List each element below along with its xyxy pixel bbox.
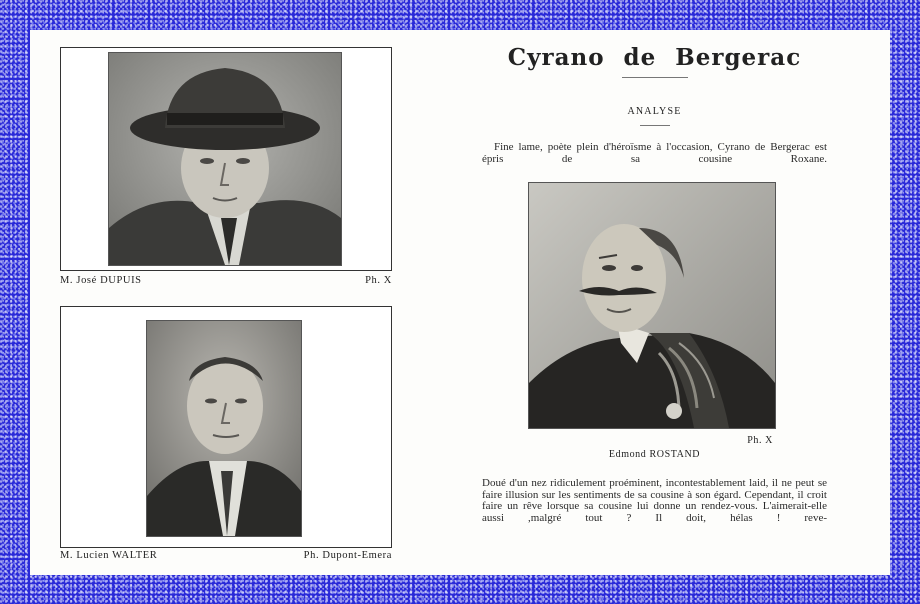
body-paragraph: Doué d'un nez ridiculement proéminent, incontestablement laid, il ne peut se faire illusion sur les sentiments de sa cousine à son égard. Cependant, il croit faire un rêve lorsque sa cousine lui donne un rendez-vous. L'aimerait-elle aussi ,malgré tout ? Il doit, hélas ! reve- bbox=[482, 477, 827, 524]
photo-lucien-walter bbox=[146, 320, 302, 537]
photo-jose-dupuis bbox=[108, 52, 342, 266]
portrait-caption: Edmond ROSTAND bbox=[608, 449, 701, 460]
title-rule bbox=[622, 77, 688, 78]
page-title: Cyrano de Bergerac bbox=[507, 44, 802, 71]
caption-walter-credit: Ph. Dupont-Emera bbox=[303, 550, 392, 561]
intro-paragraph: Fine lame, poète plein d'héroïsme à l'occasion, Cyrano de Bergerac est épris de sa cousine Roxane. bbox=[482, 141, 827, 165]
subhead-rule bbox=[640, 125, 670, 126]
caption-dupuis-credit: Ph. X bbox=[365, 275, 392, 286]
caption-dupuis-name: M. José DUPUIS bbox=[60, 275, 142, 286]
portrait-credit: Ph. X bbox=[747, 435, 773, 446]
photo-edmond-rostand bbox=[528, 182, 776, 429]
magazine-spread bbox=[30, 30, 890, 575]
caption-walter-name: M. Lucien WALTER bbox=[60, 550, 158, 561]
section-heading: ANALYSE bbox=[627, 106, 682, 117]
